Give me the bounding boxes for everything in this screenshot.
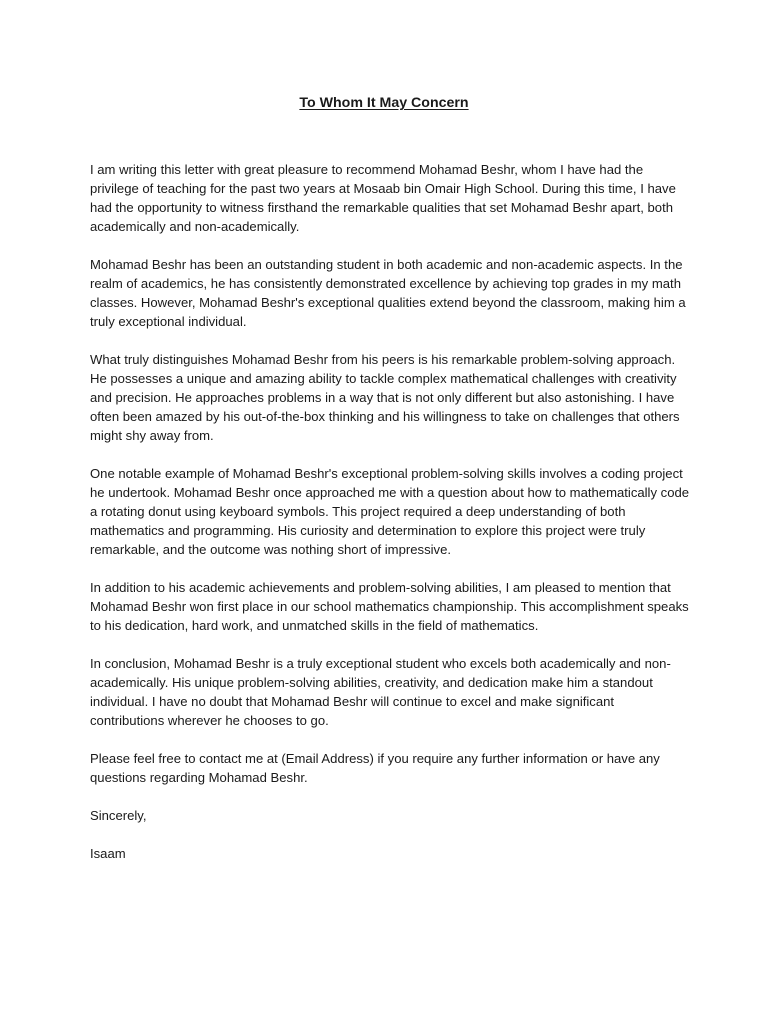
paragraph-academics: Mohamad Beshr has been an outstanding student in both academic and non-academic aspects. In the realm of academics, he has consistently demonstrated excellence by achieving top grades in my math classes. However, Mohamad Beshr's exceptional qualities extend beyond the classroom, making him a truly exceptional individual. — [90, 257, 686, 329]
paragraph-introduction: I am writing this letter with great pleasure to recommend Mohamad Beshr, whom I have had the privilege of teaching for the past two years at Mosaab bin Omair High School. During this time, I have had the opportunity to witness firsthand the remarkable qualities that set Mohamad Beshr apart, both academically and non-academically. — [90, 162, 676, 234]
letter-signature: Isaam — [90, 846, 126, 861]
paragraph-conclusion: In conclusion, Mohamad Beshr is a truly exceptional student who excels both academically and non-academically. His unique problem-solving abilities, creativity, and dedication make him a standout individual. I have no doubt that Mohamad Beshr will continue to excel and make significant contributions wherever he chooses to go. — [90, 656, 671, 728]
paragraph-coding-project: One notable example of Mohamad Beshr's exceptional problem-solving skills involves a coding project he undertook. Mohamad Beshr once approached me with a question about how to mathematically code a rotating donut using keyboard symbols. This project required a deep understanding of both mathematics and programming. His curiosity and determination to explore this project were truly remarkable, and the outcome was nothing short of impressive. — [90, 466, 690, 557]
paragraph-championship: In addition to his academic achievements and problem-solving abilities, I am pleased to mention that Mohamad Beshr won first place in our school mathematics championship. This accomplishment speaks to his dedication, hard work, and unmatched skills in the field of mathematics. — [90, 580, 689, 633]
letter-body — [90, 160, 690, 863]
paragraph-problem-solving: What truly distinguishes Mohamad Beshr from his peers is his remarkable problem-solving approach. He possesses a unique and amazing ability to tackle complex mathematical challenges with creativity and precision. He approaches problems in a way that is not only different but also astonishing. I have often been amazed by his out-of-the-box thinking and his willingness to take on challenges that others might shy away from. — [90, 352, 680, 443]
letter-closing: Sincerely, — [90, 808, 147, 823]
paragraph-contact: Please feel free to contact me at (Email Address) if you require any further information or have any questions regarding Mohamad Beshr. — [90, 751, 660, 785]
letter-title: To Whom It May Concern — [299, 95, 469, 111]
